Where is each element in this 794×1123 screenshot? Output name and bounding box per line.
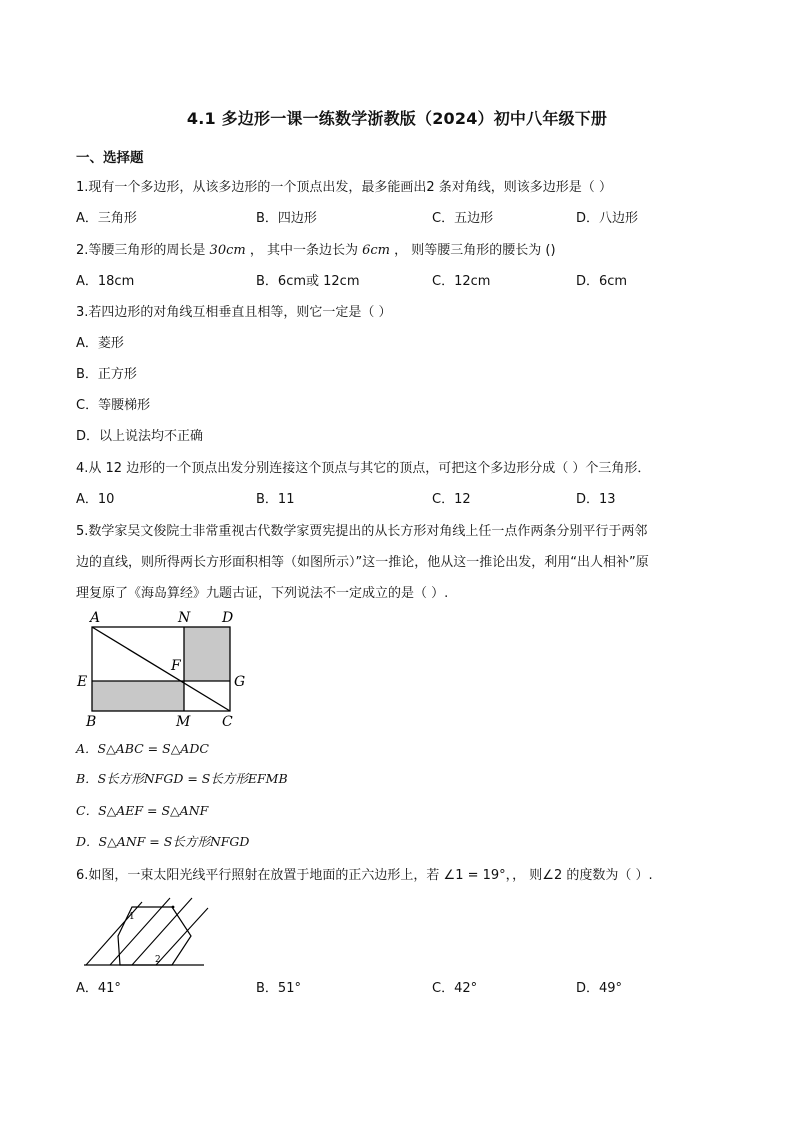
question-6-text: 6.如图，一束太阳光线平行照射在放置于地面的正六边形上，若 ∠1 = 19°，， 则∠2 的度数为（ ）.	[76, 868, 653, 883]
question-1-text: 1.现有一个多边形，从该多边形的一个顶点出发，最多能画出2 条对角线，则该多边形是（ ）	[76, 180, 612, 195]
label-a: A	[90, 610, 101, 626]
q2-text-part: ， 则等腰三角形的腰长为 ()	[390, 243, 556, 258]
question-3-option-c[interactable]: C．等腰梯形	[76, 398, 151, 413]
question-5-option-c[interactable]: C．S△AEF = S△ANF	[76, 803, 209, 818]
question-5-line-1: 5.数学家吴文俊院士非常重视古代数学家贾宪提出的从长方形对角线上任一点作两条分别平行于两邻	[76, 524, 648, 539]
question-3-option-b[interactable]: B．正方形	[76, 367, 137, 382]
label-n: N	[178, 610, 191, 626]
question-2-option-a[interactable]: A．18cm	[76, 274, 135, 289]
question-1-option-c[interactable]: C．五边形	[432, 211, 494, 226]
q2-perimeter-value: 30cm	[209, 243, 246, 258]
q2-text-part: 2.等腰三角形的周长是	[76, 243, 210, 258]
label-e: E	[77, 674, 88, 690]
label-g: G	[234, 674, 246, 690]
question-5-option-a[interactable]: A．S△ABC = S△ADC	[76, 741, 209, 756]
label-d: D	[222, 610, 234, 626]
question-4-option-b[interactable]: B．11	[256, 492, 295, 507]
question-6-option-a[interactable]: A．41°	[76, 981, 121, 996]
angle-1-label: 1	[129, 912, 135, 922]
section-heading: 一、选择题	[76, 150, 144, 166]
q2-text-part: ， 其中一条边长为	[245, 243, 363, 258]
question-2-option-d[interactable]: D．6cm	[576, 274, 628, 289]
question-2-text	[76, 239, 556, 258]
question-4-option-d[interactable]: D．13	[576, 492, 616, 507]
question-4-option-c[interactable]: C．12	[432, 492, 471, 507]
question-4-text: 4.从 12 边形的一个顶点出发分别连接这个顶点与其它的顶点，可把这个多边形分成（ ）个三角形．	[76, 461, 651, 476]
question-2-option-b[interactable]: B．6cm或 12cm	[256, 274, 360, 289]
sun-ray-4	[156, 908, 208, 965]
label-f: F	[171, 658, 181, 674]
hexagon-sunlight-diagram	[80, 895, 210, 969]
question-5-option-d[interactable]: D．S△ANF = S长方形NFGD	[76, 834, 250, 849]
label-m: M	[176, 714, 191, 730]
question-3-text: 3.若四边形的对角线互相垂直且相等，则它一定是（ ）	[76, 305, 392, 320]
question-6-option-d[interactable]: D．49°	[576, 981, 623, 996]
question-4-option-a[interactable]: A．10	[76, 492, 115, 507]
question-5-line-3: 理复原了《海岛算经》九题古证，下列说法不一定成立的是（ ）.	[76, 586, 449, 601]
sun-ray-3	[132, 898, 192, 965]
question-6-option-b[interactable]: B．51°	[256, 981, 301, 996]
question-1-option-a[interactable]: A．三角形	[76, 211, 137, 226]
contact-point	[172, 906, 175, 909]
rectangle-nfgd-shaded	[184, 627, 230, 681]
question-3-option-a[interactable]: A．菱形	[76, 336, 124, 351]
label-b: B	[86, 714, 97, 730]
question-2-option-c[interactable]: C．12cm	[432, 274, 491, 289]
rectangle-efmb-shaded	[92, 681, 184, 711]
question-1-option-d[interactable]: D．八边形	[576, 211, 639, 226]
question-5-option-b[interactable]: B．S长方形NFGD = S长方形EFMB	[76, 771, 288, 786]
rectangle-diagram	[74, 606, 254, 730]
question-6-option-c[interactable]: C．42°	[432, 981, 478, 996]
sun-ray-2	[110, 898, 170, 965]
page-title: 4.1 多边形一课一练数学浙教版（2024）初中八年级下册	[186, 109, 608, 128]
question-5-line-2: 边的直线，则所得两长方形面积相等（如图所示）”这一推论，他从这一推论出发，利用“出人相补”原	[76, 555, 649, 570]
question-1-option-b[interactable]: B．四边形	[256, 211, 317, 226]
q2-side-value: 6cm	[362, 243, 390, 258]
angle-2-label: 2	[155, 955, 161, 965]
question-3-option-d[interactable]: D．以上说法均不正确	[76, 429, 204, 444]
label-c: C	[222, 714, 233, 730]
